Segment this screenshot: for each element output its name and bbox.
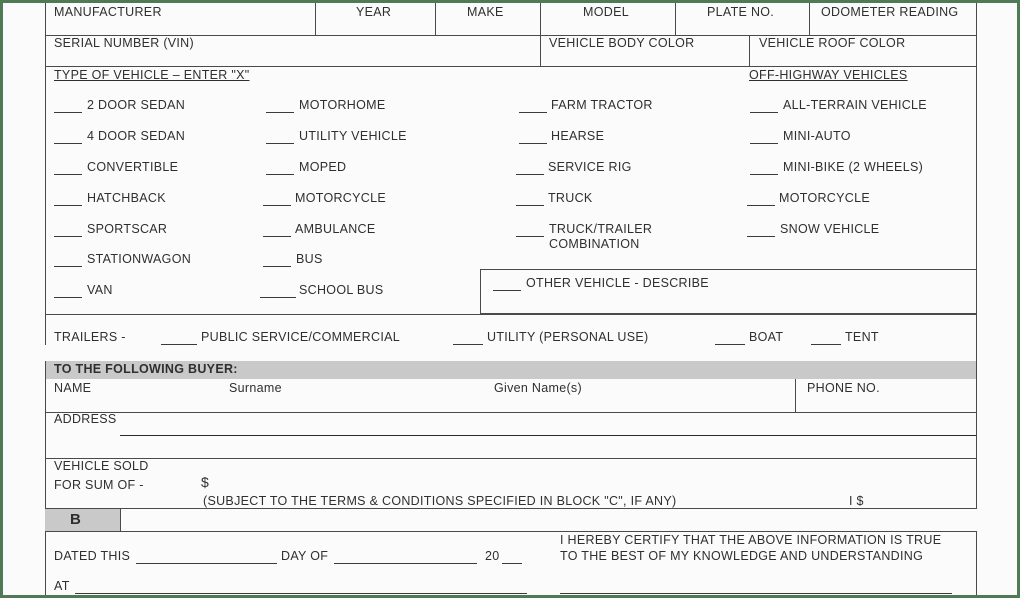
block-b-label: B	[70, 511, 82, 528]
type-stationwagon: STATIONWAGON	[87, 252, 192, 266]
row-divider	[45, 508, 977, 509]
type-school-bus: SCHOOL BUS	[299, 283, 384, 297]
vin-label: SERIAL NUMBER (VIN)	[54, 36, 194, 50]
type-convertible: CONVERTIBLE	[87, 160, 179, 174]
checkbox-line[interactable]	[747, 205, 775, 206]
type-utility-vehicle: UTILITY VEHICLE	[299, 129, 407, 143]
type-truck-trailer: TRUCK/TRAILER	[549, 222, 653, 236]
address-label: ADDRESS	[54, 412, 117, 426]
checkbox-line[interactable]	[266, 174, 294, 175]
type-motorcycle: MOTORCYCLE	[295, 191, 386, 205]
checkbox-line[interactable]	[747, 236, 775, 237]
type-truck: TRUCK	[548, 191, 593, 205]
buyer-heading: TO THE FOLLOWING BUYER:	[54, 362, 238, 376]
checkbox-line[interactable]	[750, 174, 778, 175]
dollar-sign: $	[201, 474, 210, 490]
manufacturer-label: MANUFACTURER	[54, 5, 162, 19]
dated-this-field[interactable]	[136, 563, 277, 564]
model-label: MODEL	[583, 5, 629, 19]
checkbox-line[interactable]	[519, 112, 547, 113]
type-mini-auto: MINI-AUTO	[783, 129, 851, 143]
checkbox-line[interactable]	[715, 344, 745, 345]
checkbox-line[interactable]	[54, 266, 82, 267]
col-divider	[120, 509, 121, 531]
checkbox-line[interactable]	[54, 297, 82, 298]
type-4-door-sedan: 4 DOOR SEDAN	[87, 129, 186, 143]
at-label: AT	[54, 579, 70, 593]
subject-note: (SUBJECT TO THE TERMS & CONDITIONS SPECIFIED IN BLOCK "C", IF ANY)	[203, 494, 677, 508]
trailer-utility: UTILITY (PERSONAL USE)	[487, 330, 649, 344]
checkbox-line[interactable]	[516, 174, 544, 175]
checkbox-line[interactable]	[266, 112, 294, 113]
checkbox-line[interactable]	[519, 143, 547, 144]
checkbox-line[interactable]	[516, 236, 544, 237]
roof-color-label: VEHICLE ROOF COLOR	[759, 36, 906, 50]
vehicle-sold-label: VEHICLE SOLD	[54, 459, 149, 473]
type-bus: BUS	[296, 252, 323, 266]
certify-line-2: TO THE BEST OF MY KNOWLEDGE AND UNDERSTANDING	[560, 549, 924, 563]
phone-label: PHONE NO.	[807, 381, 880, 395]
address-field[interactable]	[120, 435, 976, 436]
signature-line[interactable]	[560, 593, 952, 594]
year-field[interactable]	[502, 563, 522, 564]
type-off-highway-motorcycle: MOTORCYCLE	[779, 191, 870, 205]
row-divider	[45, 458, 977, 459]
checkbox-line[interactable]	[54, 143, 82, 144]
checkbox-line[interactable]	[161, 344, 197, 345]
plate-no-label: PLATE NO.	[707, 5, 775, 19]
col-divider	[540, 3, 541, 66]
name-label: NAME	[54, 381, 92, 395]
odometer-label: ODOMETER READING	[821, 5, 959, 19]
dated-this-label: DATED THIS	[54, 549, 131, 563]
checkbox-line[interactable]	[493, 290, 521, 291]
checkbox-line[interactable]	[750, 143, 778, 144]
row-divider	[45, 314, 977, 315]
row-divider	[45, 412, 977, 413]
certify-line-1: I HEREBY CERTIFY THAT THE ABOVE INFORMATION IS TRUE	[560, 533, 942, 547]
body-color-label: VEHICLE BODY COLOR	[549, 36, 695, 50]
checkbox-line[interactable]	[811, 344, 841, 345]
row-divider	[45, 531, 977, 532]
off-highway-heading: OFF-HIGHWAY VEHICLES	[749, 68, 908, 82]
col-divider	[675, 3, 676, 35]
checkbox-line[interactable]	[54, 174, 82, 175]
checkbox-line[interactable]	[260, 297, 296, 298]
sum-of-label: FOR SUM OF -	[54, 478, 144, 492]
type-hatchback: HATCHBACK	[87, 191, 166, 205]
type-truck-trailer-combination: COMBINATION	[549, 237, 640, 251]
type-sportscar: SPORTSCAR	[87, 222, 168, 236]
trailers-label: TRAILERS -	[54, 330, 126, 344]
type-2-door-sedan: 2 DOOR SEDAN	[87, 98, 186, 112]
other-vehicle-label: OTHER VEHICLE - DESCRIBE	[526, 276, 709, 290]
col-divider	[809, 3, 810, 35]
checkbox-line[interactable]	[516, 205, 544, 206]
type-all-terrain-vehicle: ALL-TERRAIN VEHICLE	[783, 98, 927, 112]
type-van: VAN	[87, 283, 113, 297]
checkbox-line[interactable]	[453, 344, 483, 345]
col-divider	[795, 379, 796, 412]
col-divider	[435, 3, 436, 35]
dollar-right: I $	[849, 494, 864, 508]
right-border	[976, 361, 977, 508]
col-divider	[749, 35, 750, 66]
make-label: MAKE	[467, 5, 504, 19]
surname-label: Surname	[229, 381, 282, 395]
trailer-tent: TENT	[845, 330, 879, 344]
type-service-rig: SERVICE RIG	[548, 160, 632, 174]
right-border	[976, 531, 977, 595]
checkbox-line[interactable]	[54, 112, 82, 113]
day-of-label: DAY OF	[281, 549, 329, 563]
trailer-public-service: PUBLIC SERVICE/COMMERCIAL	[201, 330, 400, 344]
checkbox-line[interactable]	[266, 143, 294, 144]
left-border	[45, 531, 46, 595]
type-hearse: HEARSE	[551, 129, 605, 143]
type-mini-bike: MINI-BIKE (2 WHEELS)	[783, 160, 924, 174]
type-ambulance: AMBULANCE	[295, 222, 376, 236]
checkbox-line[interactable]	[750, 112, 778, 113]
checkbox-line[interactable]	[54, 205, 82, 206]
day-of-field[interactable]	[334, 563, 477, 564]
type-motorhome: MOTORHOME	[299, 98, 386, 112]
left-border	[45, 3, 46, 345]
checkbox-line[interactable]	[263, 266, 291, 267]
given-names-label: Given Name(s)	[494, 381, 582, 395]
trailer-boat: BOAT	[749, 330, 784, 344]
checkbox-line[interactable]	[263, 205, 291, 206]
checkbox-line[interactable]	[54, 236, 82, 237]
year-prefix: 20	[485, 549, 500, 563]
type-moped: MOPED	[299, 160, 347, 174]
year-label: YEAR	[356, 5, 392, 19]
row-divider	[45, 66, 977, 67]
left-border	[45, 361, 46, 508]
block-b-tab	[45, 509, 120, 531]
type-snow-vehicle: SNOW VEHICLE	[780, 222, 880, 236]
checkbox-line[interactable]	[263, 236, 291, 237]
type-farm-tractor: FARM TRACTOR	[551, 98, 653, 112]
at-field[interactable]	[75, 593, 527, 594]
col-divider	[315, 3, 316, 35]
vehicle-type-heading: TYPE OF VEHICLE – ENTER "X"	[54, 68, 250, 82]
